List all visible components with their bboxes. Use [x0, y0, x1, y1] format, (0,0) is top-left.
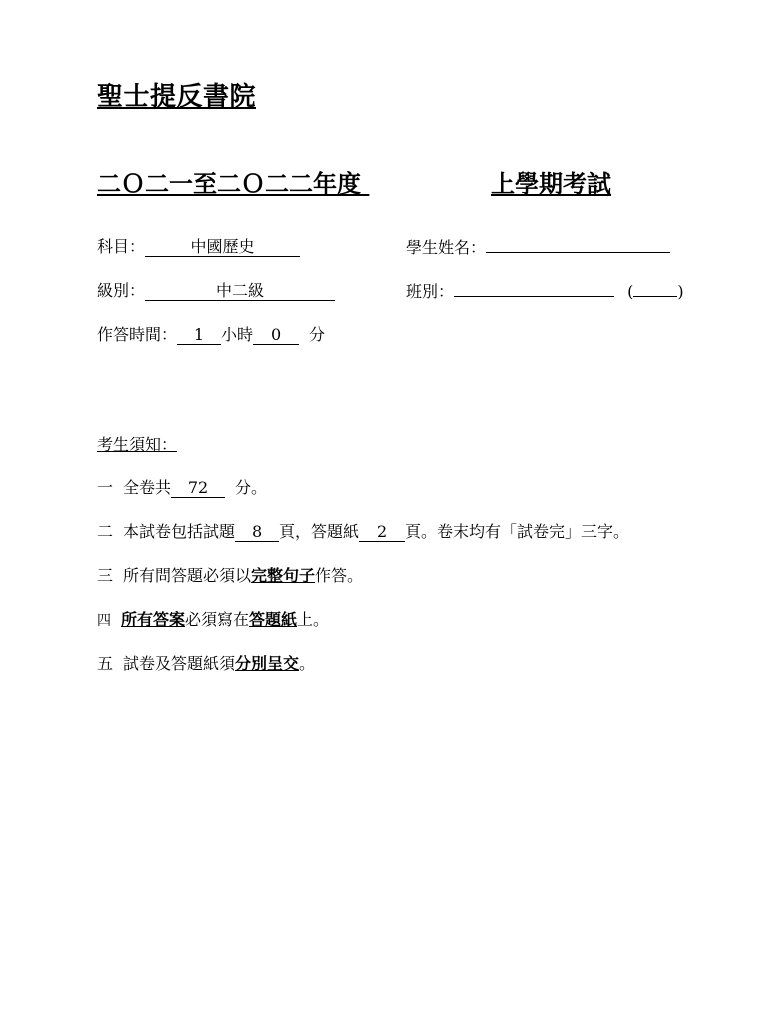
- emphasis-text: 所有答案: [121, 610, 186, 629]
- item-text: 作答。: [315, 566, 364, 585]
- instruction-item-2: [97, 519, 629, 542]
- duration-label: 作答時間：: [97, 325, 178, 344]
- class-number-input[interactable]: [633, 278, 677, 297]
- question-pages: 8: [235, 523, 279, 542]
- class-number-close: ): [677, 282, 684, 301]
- duration-hours: 1: [177, 326, 221, 345]
- academic-year: 二Ｏ二一至二Ｏ二二年度: [97, 169, 361, 198]
- class-number-open: (: [627, 282, 634, 301]
- total-marks: 72: [171, 479, 225, 498]
- item-text: 頁。卷末均有「試卷完」三字。: [405, 522, 630, 541]
- exam-term: 上學期考試: [491, 169, 611, 198]
- class-field: [406, 278, 684, 302]
- duration-hours-unit: 小時: [221, 325, 254, 344]
- level-value: 中二級: [145, 282, 335, 301]
- item-number: 一: [97, 478, 114, 497]
- item-text: 所有問答題必須以: [123, 566, 252, 585]
- subject-field: [97, 234, 300, 257]
- student-name-input[interactable]: [486, 234, 670, 253]
- student-name-label: 學生姓名：: [406, 238, 487, 257]
- instructions-heading: 考生須知：: [97, 435, 178, 454]
- item-number: 三: [97, 566, 114, 585]
- instruction-item-1: [97, 475, 267, 498]
- item-text: 。: [299, 654, 316, 673]
- class-input[interactable]: [454, 278, 614, 297]
- duration-minutes-unit: 分: [309, 325, 326, 344]
- item-number: 五: [97, 654, 114, 673]
- subject-label: 科目：: [97, 237, 146, 256]
- emphasis-text: 完整句子: [251, 566, 316, 585]
- emphasis-text: 分別呈交: [235, 654, 300, 673]
- answer-sheet-pages: 2: [359, 523, 405, 542]
- item-text: 必須寫在: [185, 610, 250, 629]
- item-text: 分。: [235, 478, 268, 497]
- item-text: 本試卷包括試題: [123, 522, 236, 541]
- instruction-item-3: [97, 563, 363, 586]
- level-label: 級別：: [97, 281, 146, 300]
- emphasis-text: 答題紙: [249, 610, 298, 629]
- instruction-item-4: [97, 607, 329, 630]
- item-text: 試卷及答題紙須: [123, 654, 236, 673]
- instruction-item-5: [97, 651, 315, 674]
- item-text: 頁，答題紙: [279, 522, 360, 541]
- class-label: 班別：: [406, 282, 455, 301]
- item-number: 二: [97, 522, 114, 541]
- duration-minutes: 0: [253, 326, 299, 345]
- student-name-field: [406, 234, 670, 258]
- item-text: 上。: [297, 610, 330, 629]
- school-name: 聖士提反書院: [97, 82, 257, 112]
- exam-title: [97, 164, 611, 199]
- duration-field: [97, 322, 325, 345]
- title-gap: [361, 169, 491, 198]
- item-number: 四: [97, 613, 111, 629]
- level-field: [97, 278, 335, 301]
- item-text: 全卷共: [123, 478, 172, 497]
- subject-value: 中國歷史: [145, 238, 300, 257]
